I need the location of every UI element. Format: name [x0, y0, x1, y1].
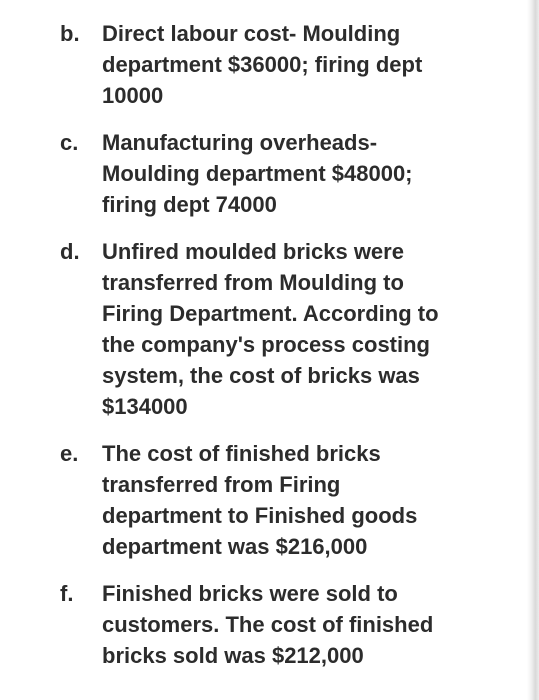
item-text-line: the company's process costing — [102, 332, 430, 357]
item-text-line: Moulding department $48000; — [102, 161, 413, 186]
list-item-c — [60, 127, 500, 220]
list-item-e — [60, 438, 500, 562]
item-text-line: Direct labour cost- Moulding — [102, 21, 401, 46]
item-marker: b. — [60, 21, 80, 46]
item-text-line: Manufacturing overheads- — [102, 130, 378, 155]
list-item-b — [60, 18, 500, 111]
item-marker: d. — [60, 239, 80, 264]
item-text-line: The cost of finished bricks — [102, 441, 381, 466]
item-text-line: bricks sold was $212,000 — [102, 643, 364, 668]
item-text-line: $134000 — [102, 394, 188, 419]
page-edge-shadow — [527, 0, 539, 700]
item-text-line: department to Finished goods — [102, 503, 418, 528]
item-text-line: Unfired moulded bricks were — [102, 239, 404, 264]
item-text-line: transferred from Moulding to — [102, 270, 404, 295]
item-text-line: customers. The cost of finished — [102, 612, 434, 637]
item-marker: f. — [60, 581, 74, 606]
item-text-line: system, the cost of bricks was — [102, 363, 420, 388]
item-marker: e. — [60, 441, 79, 466]
cost-items-list — [60, 18, 500, 687]
list-item-f — [60, 578, 500, 671]
item-text-line: transferred from Firing — [102, 472, 341, 497]
item-text-line: Firing Department. According to — [102, 301, 439, 326]
item-text-line: department was $216,000 — [102, 534, 368, 559]
item-text-line: firing dept 74000 — [102, 192, 277, 217]
item-marker: c. — [60, 130, 79, 155]
item-text-line: Finished bricks were sold to — [102, 581, 398, 606]
item-text-line: 10000 — [102, 83, 164, 108]
item-text-line: department $36000; firing dept — [102, 52, 423, 77]
list-item-d — [60, 236, 500, 422]
